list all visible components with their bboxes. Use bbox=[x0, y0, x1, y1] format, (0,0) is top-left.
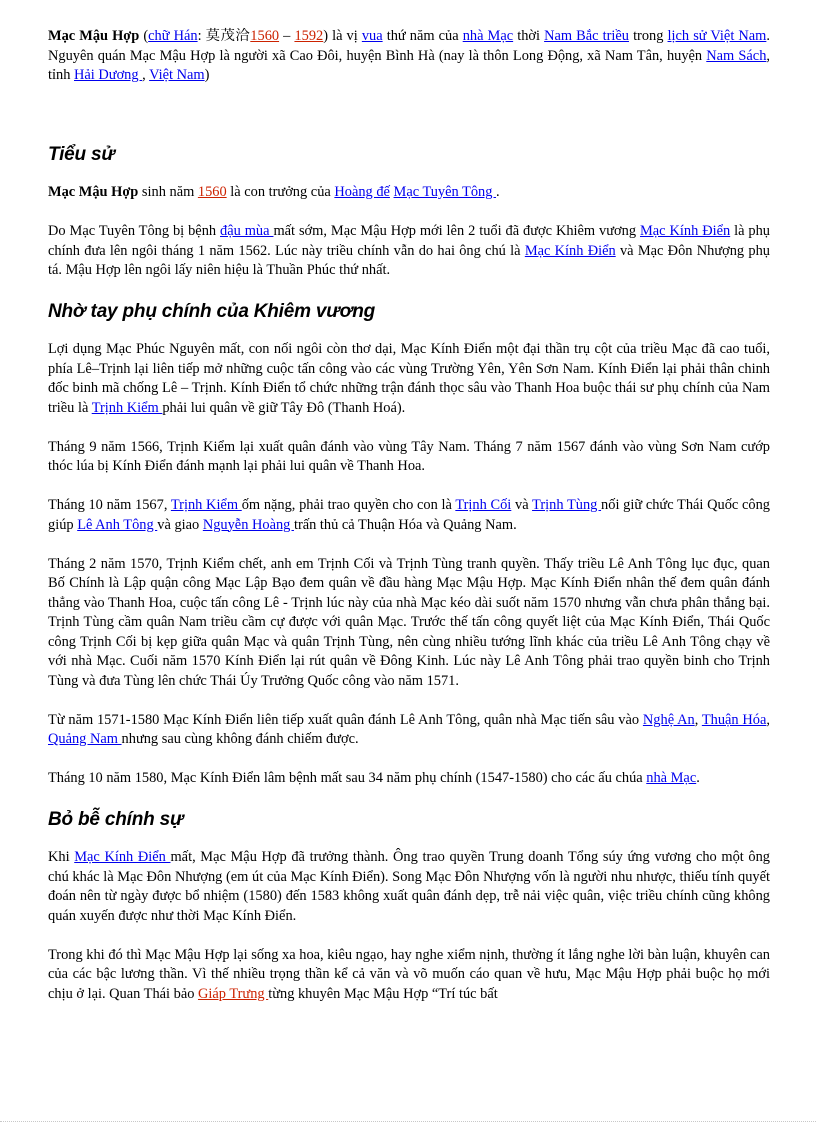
intro-paragraph: Mạc Mậu Hợp (chữ Hán: 莫茂洽1560 – 1592) là vị vua thứ năm của nhà Mạc thời Nam Bắc triều trong lịch sử Việt Nam. Nguyên quán Mạc Mậu Hợp là người xã Cao Đôi, huyện Bình Hà (nay là thôn Long Động, xã Nam Tân, huyện Nam Sách, tỉnh Hải Dương , Việt Nam) bbox=[48, 28, 771, 83]
link-vua[interactable]: vua bbox=[361, 28, 383, 44]
link-thuan-hoa[interactable]: Thuận Hóa bbox=[701, 711, 767, 728]
link-viet-nam[interactable]: Việt Nam bbox=[149, 67, 205, 83]
section-heading-tieu-su: Tiểu sử bbox=[48, 144, 115, 165]
link-nam-sach[interactable]: Nam Sách bbox=[706, 47, 767, 64]
link-mac-kinh-dien[interactable]: Mạc Kính Điển bbox=[74, 849, 171, 865]
link-1560[interactable]: 1560 bbox=[250, 28, 280, 44]
page-bottom-divider bbox=[0, 1121, 816, 1122]
link-chu-han[interactable]: chữ Hán bbox=[148, 28, 198, 44]
section-heading-bo-be-chinh-su: Bỏ bễ chính sự bbox=[48, 809, 184, 830]
link-trinh-kiem[interactable]: Trịnh Kiểm bbox=[91, 399, 163, 416]
document-body bbox=[48, 27, 770, 1024]
link-nam-bac-trieu[interactable]: Nam Bắc triều bbox=[544, 28, 629, 44]
link-dau-mua[interactable]: đậu mùa bbox=[220, 223, 274, 239]
spacer bbox=[48, 105, 770, 143]
link-1560[interactable]: 1560 bbox=[197, 184, 227, 200]
link-nha-mac[interactable]: nhà Mạc bbox=[462, 28, 514, 44]
link-trinh-tung[interactable]: Trịnh Tùng bbox=[532, 497, 602, 513]
han-characters: 莫茂洽 bbox=[205, 28, 251, 44]
subject-name: Mạc Mậu Hợp bbox=[48, 28, 140, 44]
link-hoang-de[interactable]: Hoàng đế bbox=[334, 184, 390, 200]
link-mac-tuyen-tong[interactable]: Mạc Tuyên Tông bbox=[393, 184, 497, 200]
link-nghe-an[interactable]: Nghệ An bbox=[642, 711, 695, 728]
paragraph: Mạc Mậu Hợp sinh năm 1560 là con trưởng của Hoàng đế Mạc Tuyên Tông . bbox=[48, 184, 500, 200]
paragraph: Do Mạc Tuyên Tông bị bệnh đậu mùa mất sớm, Mạc Mậu Hợp mới lên 2 tuổi đã được Khiêm vương Mạc Kính Điển là phụ chính đưa lên ngôi tháng 1 năm 1562. Lúc này triều chính vẫn do hai ông chú là Mạc Kính Điển và Mạc Đôn Nhượng phụ tá. Mậu Hợp lên ngôi lấy niên hiệu là Thuần Phúc thứ nhất. bbox=[48, 223, 771, 278]
paragraph: Tháng 9 năm 1566, Trịnh Kiểm lại xuất quân đánh vào vùng Tây Nam. Tháng 7 năm 1567 đánh vào vùng Sơn Nam cướp thóc lúa bị Kính Điển đánh mạnh lại phải lui quân về Thanh Hoa. bbox=[48, 438, 770, 474]
paragraph: Tháng 2 năm 1570, Trịnh Kiểm chết, anh em Trịnh Cối và Trịnh Tùng tranh quyền. Thấy triều Lê Anh Tông lục đục, quan Bố Chính là Lập quận công Mạc Lập Bạo đem quân về đầu hàng Mạc Mậu Hợp. Mạc Kính Điển nhân thế đem quân đánh thẳng vào Thanh Hoa, cuộc tấn công Lê - Trịnh lúc này của nhà Mạc kéo dài suốt năm 1570 nhưng vẫn chưa phân thắng bại. Trịnh Tùng cầm quân Nam triều cầm cự được với quân Mạc. Trước thế tấn công quyết liệt của Mạc Kính Điển, Thái Quốc công Trịnh Cối bị kẹp giữa quân Mạc và quân Trịnh Tùng, nên cùng nhiều tướng lĩnh khác của triều Lê Anh Tông chạy về với nhà Mạc. Cuối năm 1570 Kính Điển lại rút quân về Đông Kinh. Lúc này Lê Anh Tông phải trao quyền binh cho Trịnh Tùng và đưa Tùng lên chức Thái Úy Trưởng Quốc công vào năm 1571. bbox=[48, 555, 770, 689]
link-hai-duong[interactable]: Hải Dương bbox=[74, 67, 143, 83]
link-nguyen-hoang[interactable]: Nguyễn Hoàng bbox=[202, 516, 294, 533]
paragraph: Khi Mạc Kính Điển mất, Mạc Mậu Hợp đã trưởng thành. Ông trao quyền Trung doanh Tổng súy ứng vương cho một ông chú khác là Mạc Đôn Nhượng (em út của Mạc Kính Điển). Song Mạc Đôn Nhượng vốn là người nhu nhược, thiếu tính quyết đoán nên từ ngày được bổ nhiệm (1580) đến 1583 không xuất quân đánh dẹp, trễ nải việc quân, việc triều chính cũng không quán xuyến được như thời Mạc Kính Điển. bbox=[48, 849, 770, 924]
link-le-anh-tong[interactable]: Lê Anh Tông bbox=[77, 516, 158, 533]
link-nha-mac[interactable]: nhà Mạc bbox=[646, 770, 697, 786]
paragraph: Trong khi đó thì Mạc Mậu Hợp lại sống xa hoa, kiêu ngạo, hay nghe xiểm nịnh, thường ít lắng nghe lời bàn luận, khuyên can của các bậc lương thần. Vì thế nhiều trọng thần kể cả văn và võ muốn cáo quan về hưu, Mạc Mậu Hợp phải buộc họ mới chịu ở lại. Quan Thái bảo Giáp Trưng từng khuyên Mạc Mậu Hợp “Trí túc bất bbox=[48, 946, 770, 1002]
paragraph: Từ năm 1571-1580 Mạc Kính Điển liên tiếp xuất quân đánh Lê Anh Tông, quân nhà Mạc tiến sâu vào Nghệ An, Thuận Hóa, Quảng Nam nhưng sau cùng không đánh chiếm được. bbox=[48, 711, 771, 747]
link-giap-trung[interactable]: Giáp Trưng bbox=[198, 985, 269, 1002]
paragraph: Tháng 10 năm 1567, Trịnh Kiểm ốm nặng, phải trao quyền cho con là Trịnh Cối và Trịnh Tùng nối giữ chức Thái Quốc công giúp Lê Anh Tông và giao Nguyễn Hoàng trấn thủ cả Thuận Hóa và Quảng Nam. bbox=[48, 497, 770, 533]
link-mac-kinh-dien[interactable]: Mạc Kính Điển bbox=[524, 242, 616, 259]
paragraph: Tháng 10 năm 1580, Mạc Kính Điển lâm bệnh mất sau 34 năm phụ chính (1547-1580) cho các ấu chúa nhà Mạc. bbox=[48, 770, 700, 786]
link-trinh-kiem[interactable]: Trịnh Kiểm bbox=[170, 497, 242, 513]
link-1592[interactable]: 1592 bbox=[294, 28, 324, 44]
section-heading-nho-tay-phu-chinh: Nhờ tay phụ chính của Khiêm vương bbox=[48, 301, 376, 322]
link-mac-kinh-dien[interactable]: Mạc Kính Điển bbox=[639, 223, 731, 239]
link-trinh-coi[interactable]: Trịnh Cối bbox=[455, 497, 512, 513]
paragraph: Lợi dụng Mạc Phúc Nguyên mất, con nối ngôi còn thơ dại, Mạc Kính Điển một đại thần trụ cột của triều Mạc đã cao tuổi, phía Lê–Trịnh lại liên tiếp mở những cuộc tấn công vào các vùng Trường Yên, Yên Sơn Nam. Kính Điển lại phải thân chinh đốc binh mã chống Lê – Trịnh. Kính Điển tổ chức những trận đánh thọc sâu vào Thanh Hoa buộc thái sư phụ chính của Nam triều là Trịnh Kiểm phải lui quân về giữ Tây Đô (Thanh Hoá). bbox=[48, 341, 770, 416]
link-lich-su-viet-nam[interactable]: lịch sử Việt Nam bbox=[667, 28, 767, 44]
link-quang-nam[interactable]: Quảng Nam bbox=[48, 731, 122, 747]
